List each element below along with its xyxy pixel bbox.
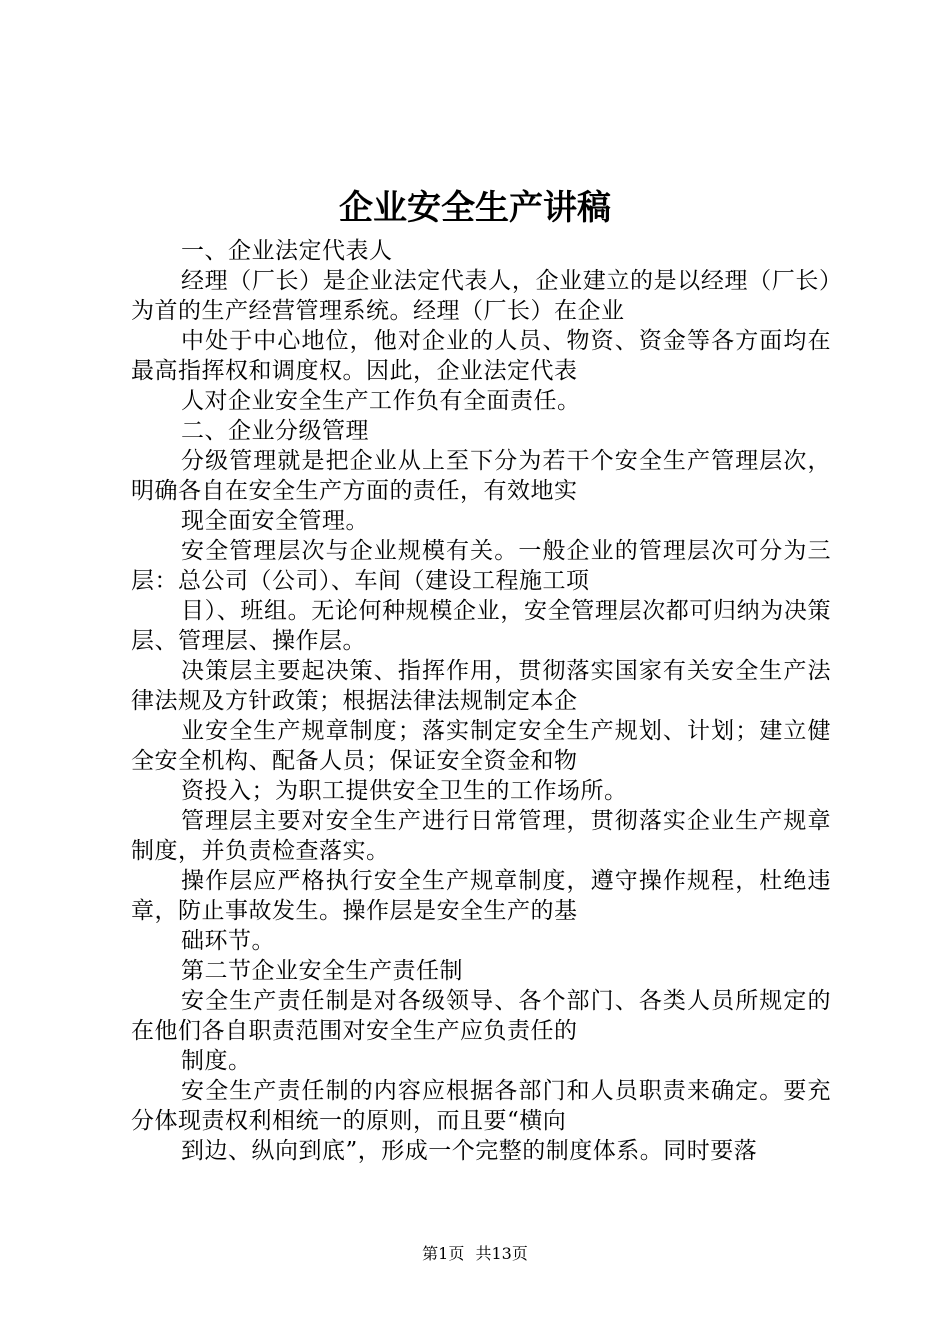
- paragraph: 到边、纵向到底”，形成一个完整的制度体系。同时要落: [181, 1138, 758, 1164]
- paragraph: 中处于中心地位，他对企业的人员、物资、资金等各方面均在最高指挥权和调度权。因此，企业法定代表: [131, 328, 831, 384]
- page-total: 共13页: [475, 1244, 528, 1263]
- paragraph: 经理（厂长）是企业法定代表人，企业建立的是以经理（厂长）为首的生产经营管理系统。经理（厂长）在企业: [131, 268, 831, 324]
- paragraph: 目）、班组。无论何种规模企业，安全管理层次都可归纳为决策层、管理层、操作层。: [131, 598, 831, 654]
- paragraph: 业安全生产规章制度；落实制定安全生产规划、计划；建立健全安全机构、配备人员；保证安全资金和物: [131, 718, 831, 774]
- paragraph: 现全面安全管理。: [181, 508, 369, 534]
- paragraph: 资投入；为职工提供安全卫生的工作场所。: [181, 778, 628, 804]
- document-body: [131, 236, 831, 1166]
- paragraph: 管理层主要对安全生产进行日常管理，贯彻落实企业生产规章制度，并负责检查落实。: [131, 808, 831, 864]
- section-heading: 二、企业分级管理: [181, 418, 369, 444]
- paragraph: 人对企业安全生产工作负有全面责任。: [181, 388, 581, 414]
- paragraph: 安全生产责任制是对各级领导、各个部门、各类人员所规定的在他们各自职责范围对安全生产应负责任的: [131, 988, 831, 1044]
- section-heading: 一、企业法定代表人: [181, 238, 393, 264]
- section-heading: 第二节企业安全生产责任制: [181, 958, 463, 984]
- paragraph: 础环节。: [181, 928, 275, 954]
- paragraph: 决策层主要起决策、指挥作用，贯彻落实国家有关安全生产法律法规及方针政策；根据法律法规制定本企: [131, 658, 831, 714]
- paragraph: 安全管理层次与企业规模有关。一般企业的管理层次可分为三层：总公司（公司）、车间（建设工程施工项: [131, 538, 831, 594]
- paragraph: 操作层应严格执行安全生产规章制度，遵守操作规程，杜绝违章，防止事故发生。操作层是安全生产的基: [131, 868, 831, 924]
- paragraph: 制度。: [181, 1048, 252, 1074]
- document-title: 企业安全生产讲稿: [339, 188, 611, 228]
- paragraph: 安全生产责任制的内容应根据各部门和人员职责来确定。要充分体现责权利相统一的原则，而且要“横向: [131, 1078, 831, 1134]
- page-number: 第1页: [422, 1244, 465, 1263]
- page-footer: [0, 1244, 950, 1264]
- paragraph: 分级管理就是把企业从上至下分为若干个安全生产管理层次，明确各自在安全生产方面的责任，有效地实: [131, 448, 831, 504]
